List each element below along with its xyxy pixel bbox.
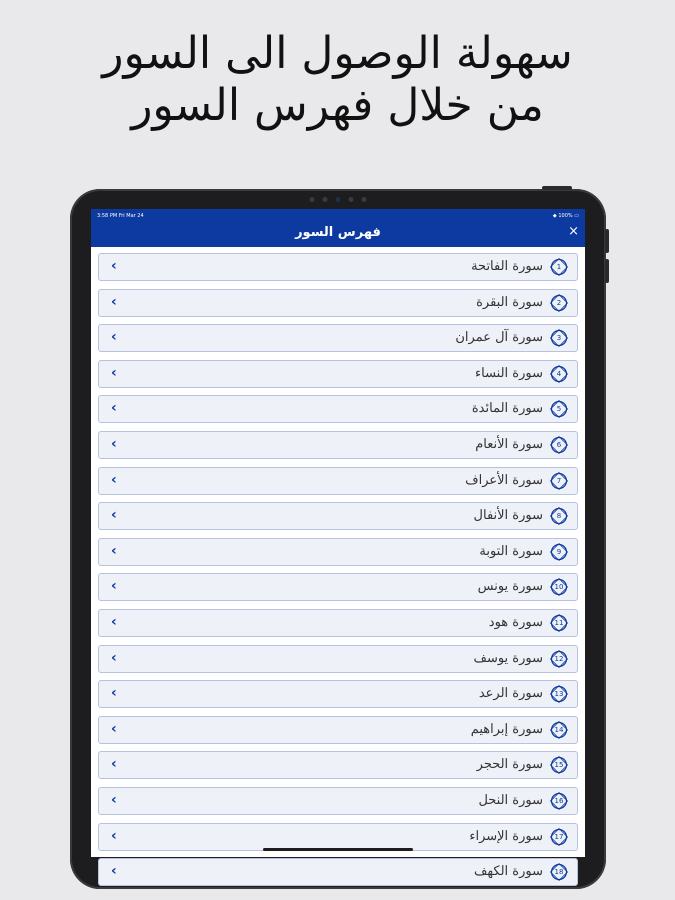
battery-icon: ▭ [574, 213, 579, 219]
surah-number: 9 [556, 547, 562, 556]
surah-number: 3 [556, 334, 562, 343]
status-time: 3:58 PM Fri Mar 24 [97, 213, 144, 219]
surah-name: سورة التوبة [479, 543, 543, 559]
surah-name: سورة البقرة [476, 294, 543, 310]
surah-name: سورة الرعد [478, 686, 543, 702]
surah-number: 14 [554, 725, 564, 734]
surah-number: 18 [554, 868, 564, 877]
app-bar [91, 209, 585, 247]
surah-number-icon [549, 293, 569, 313]
tablet-top-button [542, 186, 572, 190]
surah-number-icon [549, 755, 569, 775]
status-battery [553, 212, 579, 220]
surah-name: سورة يونس [477, 579, 543, 595]
chevron-left-icon: ‹ [111, 685, 117, 702]
surah-number: 17 [554, 832, 564, 841]
surah-number-icon [549, 684, 569, 704]
surah-name: سورة الحجر [476, 757, 543, 773]
surah-number: 5 [556, 405, 562, 414]
tablet-volume-down-button [605, 259, 609, 283]
chevron-left-icon: ‹ [111, 578, 117, 595]
surah-number-icon [549, 720, 569, 740]
surah-number-icon [549, 364, 569, 384]
surah-row[interactable] [98, 289, 578, 317]
chevron-left-icon: ‹ [111, 329, 117, 346]
surah-name: سورة النساء [475, 365, 543, 381]
wifi-icon: ◆ [552, 213, 557, 219]
surah-number: 1 [556, 263, 562, 271]
surah-name: سورة الأنعام [475, 436, 543, 452]
surah-row[interactable] [98, 716, 578, 744]
surah-number-icon [549, 257, 569, 277]
surah-number: 7 [556, 476, 562, 485]
tablet-screen [91, 209, 585, 880]
surah-row[interactable] [98, 502, 578, 530]
surah-number-icon [549, 399, 569, 419]
page-title: فهرس السور [295, 225, 381, 240]
surah-row[interactable] [98, 573, 578, 601]
surah-number-icon [549, 827, 569, 847]
surah-name: سورة النحل [478, 792, 543, 808]
surah-row[interactable] [98, 467, 578, 495]
surah-number: 8 [556, 512, 562, 521]
surah-number-icon [549, 649, 569, 669]
sensor-dot [349, 197, 354, 202]
surah-number-icon [549, 791, 569, 811]
tablet-frame [70, 189, 606, 889]
tablet-volume-up-button [605, 229, 609, 253]
sensor-dot [323, 197, 328, 202]
surah-row[interactable] [98, 538, 578, 566]
surah-name: سورة الإسراء [469, 828, 543, 844]
chevron-left-icon: ‹ [111, 791, 117, 808]
surah-number-icon [549, 435, 569, 455]
surah-name: سورة الفاتحة [471, 259, 543, 274]
sensor-dot [362, 197, 367, 202]
surah-number-icon [549, 328, 569, 348]
surah-number: 15 [554, 761, 564, 770]
chevron-left-icon: ‹ [111, 649, 117, 666]
surah-name: سورة هود [488, 614, 543, 630]
surah-number-icon [549, 577, 569, 597]
chevron-left-icon: ‹ [111, 827, 117, 844]
surah-number: 11 [554, 618, 564, 627]
surah-row[interactable] [98, 645, 578, 673]
chevron-left-icon: ‹ [111, 613, 117, 630]
chevron-left-icon: ‹ [111, 364, 117, 381]
chevron-left-icon: ‹ [111, 258, 117, 274]
sensor-dot [310, 197, 315, 202]
chevron-left-icon: ‹ [111, 720, 117, 737]
promo-headline [0, 28, 675, 132]
surah-number-icon [549, 471, 569, 491]
surah-row[interactable] [98, 324, 578, 352]
surah-name: سورة الكهف [473, 864, 543, 880]
surah-name: سورة الأنفال [473, 508, 543, 524]
camera-sensors [310, 197, 367, 202]
home-indicator[interactable] [263, 848, 413, 851]
surah-number-icon [549, 506, 569, 526]
chevron-left-icon: ‹ [111, 542, 117, 559]
surah-number: 10 [554, 583, 564, 592]
chevron-left-icon: ‹ [111, 293, 117, 310]
battery-percent: 100% [558, 213, 573, 219]
surah-row[interactable] [98, 431, 578, 459]
surah-row[interactable] [98, 680, 578, 708]
surah-number: 2 [556, 298, 562, 307]
surah-name: سورة إبراهيم [470, 721, 543, 737]
chevron-left-icon: ‹ [111, 756, 117, 773]
surah-row[interactable] [98, 858, 578, 886]
surah-row[interactable] [98, 751, 578, 779]
chevron-left-icon: ‹ [111, 400, 117, 417]
surah-number: 13 [554, 690, 564, 699]
surah-number: 12 [554, 654, 564, 663]
surah-row[interactable] [98, 787, 578, 815]
chevron-left-icon: ‹ [111, 471, 117, 488]
chevron-left-icon: ‹ [111, 435, 117, 452]
surah-number-icon [549, 542, 569, 562]
status-bar [97, 212, 579, 220]
close-button[interactable]: × [568, 224, 579, 239]
surah-row[interactable] [98, 395, 578, 423]
surah-number-icon [549, 613, 569, 633]
surah-number: 6 [556, 440, 562, 449]
surah-number-icon [549, 862, 569, 882]
surah-name: سورة آل عمران [455, 330, 543, 346]
camera-lens-icon [336, 197, 341, 202]
surah-name: سورة الأعراف [465, 472, 543, 488]
promo-line-1: سهولة الوصول الى السور [102, 28, 573, 79]
surah-row[interactable] [98, 609, 578, 637]
surah-name: سورة المائدة [471, 401, 543, 417]
surah-index-list [91, 247, 585, 886]
surah-name: سورة يوسف [473, 650, 543, 666]
surah-number: 16 [554, 796, 564, 805]
surah-row[interactable] [98, 360, 578, 388]
chevron-left-icon: ‹ [111, 863, 117, 880]
chevron-left-icon: ‹ [111, 507, 117, 524]
surah-row[interactable] [98, 253, 578, 281]
surah-row[interactable] [98, 823, 578, 851]
promo-line-2: من خلال فهرس السور [131, 80, 544, 131]
surah-number: 4 [556, 369, 562, 378]
